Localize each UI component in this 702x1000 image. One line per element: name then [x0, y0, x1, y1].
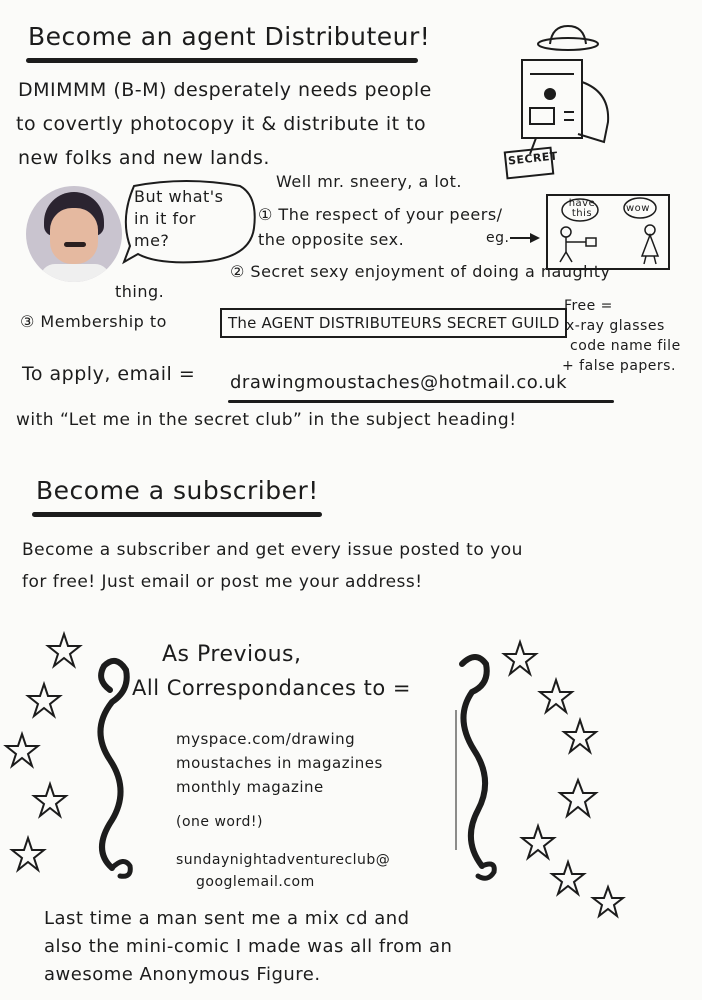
star-icon — [24, 680, 64, 720]
star-icon — [560, 716, 600, 756]
point-1-line: ① The respect of your peers/ — [258, 205, 503, 224]
guild-name-box: The AGENT DISTRIBUTEURS SECRET GUILD — [220, 308, 567, 338]
star-icon — [8, 834, 48, 874]
agent-intro-line: new folks and new lands. — [18, 147, 270, 169]
footer-line: Last time a man sent me a mix cd and — [44, 908, 410, 929]
star-icon — [30, 780, 70, 820]
correspondence-line: monthly magazine — [176, 778, 324, 796]
star-icon — [2, 730, 42, 770]
apply-label: To apply, email = — [22, 363, 196, 385]
point-1-line: the opposite sex. — [258, 230, 405, 249]
star-icon — [518, 822, 558, 862]
star-icon — [548, 858, 588, 898]
correspondence-line: myspace.com/drawing — [176, 730, 356, 748]
apply-subject-line: with “Let me in the secret club” in the subject heading! — [16, 410, 517, 430]
star-icon — [556, 776, 600, 820]
correspondence-email[interactable]: googlemail.com — [196, 874, 315, 890]
point-2-line: thing. — [115, 282, 165, 301]
subscriber-section-title: Become a subscriber! — [36, 476, 319, 505]
speech-bubble-line: But what's — [134, 187, 224, 206]
title-underline — [26, 58, 418, 63]
correspondence-line: (one word!) — [176, 814, 263, 830]
correspondence-heading: All Correspondances to = — [132, 676, 411, 700]
arrow-right-icon — [510, 232, 542, 244]
apply-email-link[interactable]: drawingmoustaches@hotmail.co.uk — [230, 372, 568, 393]
correspondence-email[interactable]: sundaynightadventureclub@ — [176, 852, 391, 868]
star-icon — [500, 638, 540, 678]
footer-line: awesome Anonymous Figure. — [44, 964, 321, 985]
example-label: eg. — [486, 230, 510, 246]
free-item: Free = — [564, 298, 613, 314]
panel-bubble-left: have this — [568, 198, 596, 219]
free-item: code name file — [570, 338, 681, 354]
agent-section-title: Become an agent Distributeur! — [28, 22, 431, 51]
point-3-label: ③ Membership to — [20, 312, 167, 331]
correspondence-line: moustaches in magazines — [176, 754, 383, 772]
point-2-line: ② Secret sexy enjoyment of doing a naughty — [230, 262, 611, 281]
email-underline — [228, 400, 614, 403]
footer-line: also the mini-comic I made was all from an — [44, 936, 453, 957]
free-item: x-ray glasses — [566, 318, 665, 334]
panel-bubble-right: wow — [626, 203, 650, 214]
portrait-photo — [26, 186, 122, 282]
reply-text: Well mr. sneery, a lot. — [276, 172, 462, 191]
title-underline — [32, 512, 322, 517]
star-icon — [44, 630, 84, 670]
subscriber-line: Become a subscriber and get every issue posted to you — [22, 540, 523, 560]
speech-bubble-line: me? — [134, 231, 170, 250]
agent-intro-line: DMIMMM (B-M) desperately needs people — [18, 79, 432, 101]
agent-intro-line: to covertly photocopy it & distribute it to — [16, 113, 427, 135]
secret-sign-label: SECRET — [507, 149, 559, 168]
subscriber-line: for free! Just email or post me your address! — [22, 572, 423, 592]
star-icon — [590, 884, 626, 920]
star-icon — [536, 676, 576, 716]
correspondence-heading: As Previous, — [162, 642, 302, 667]
free-item: + false papers. — [562, 358, 676, 374]
speech-bubble-line: in it for — [134, 209, 196, 228]
